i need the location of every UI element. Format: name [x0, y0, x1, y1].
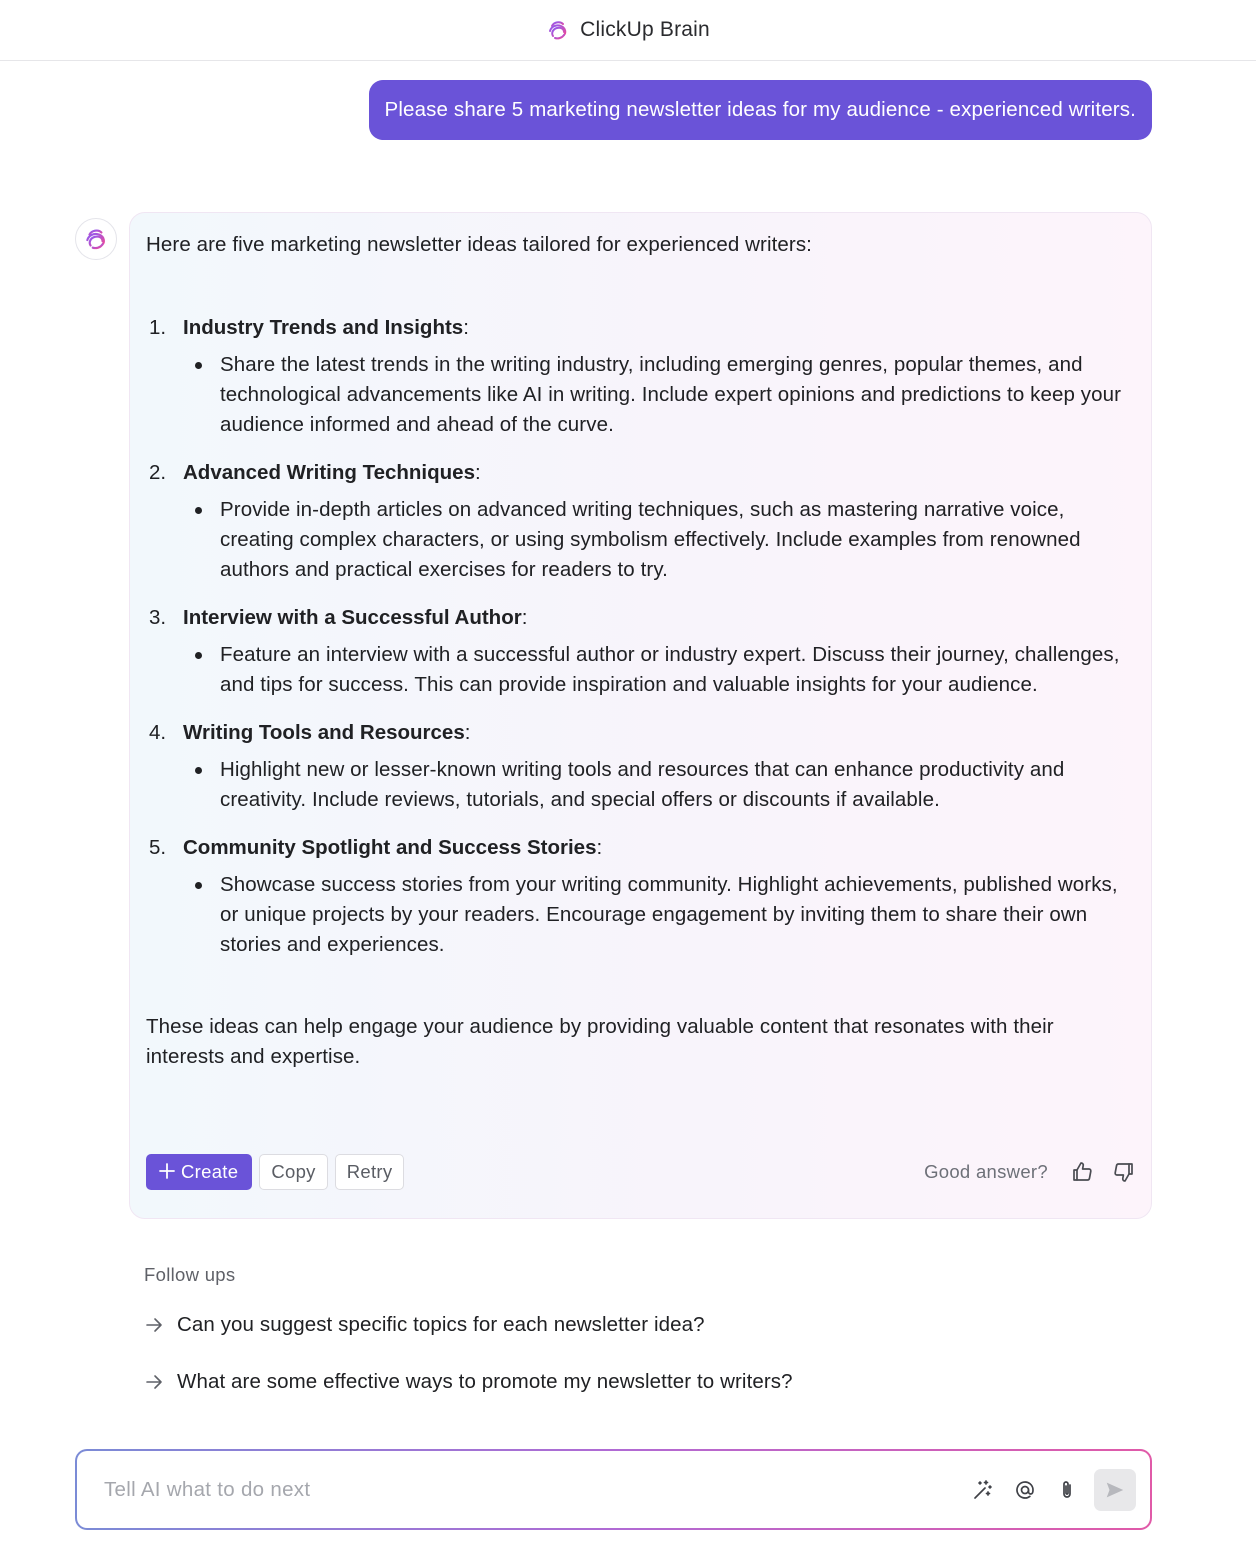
item-colon: :	[596, 836, 603, 859]
item-title: Interview with a Successful Author	[183, 606, 522, 629]
ai-response-card	[129, 212, 1152, 1219]
arrow-right-icon	[144, 1315, 164, 1335]
ai-avatar	[75, 218, 117, 260]
item-detail: Showcase success stories from your writing community. Highlight achievements, published works, or unique projects by your readers. Encourage engagement by inviting them to share their own stories and experiences.	[183, 870, 1135, 960]
item-detail: Highlight new or lesser-known writing tools and resources that can enhance productivity and creativity. Include reviews, tutorials, and special offers or discounts if available.	[183, 755, 1135, 815]
item-number: 3.	[149, 606, 167, 629]
user-message-bubble	[369, 80, 1153, 140]
item-detail: Provide in-depth articles on advanced writing techniques, such as mastering narrative voice, creating complex characters, or using symbolism effectively. Include examples from renowned authors and practical exercises for readers to try.	[183, 495, 1135, 585]
followup-text: Can you suggest specific topics for each newsletter idea?	[177, 1313, 705, 1336]
response-outro: These ideas can help engage your audience by providing valuable content that resonates with their interests and expertise.	[146, 1015, 1054, 1068]
list-item	[146, 313, 1135, 440]
composer-inner	[77, 1451, 1150, 1528]
list-item	[146, 603, 1135, 700]
item-detail: Share the latest trends in the writing industry, including emerging genres, popular themes, and technological advancements like AI in writing. Include expert opinions and predictions to keep your audience informed and ahead of the curve.	[183, 350, 1135, 440]
create-label: Create	[181, 1161, 239, 1182]
prompt-input[interactable]	[104, 1478, 954, 1502]
item-colon: :	[464, 721, 471, 744]
copy-button[interactable]: Copy	[259, 1154, 327, 1190]
arrow-right-icon	[144, 1372, 164, 1392]
item-title: Industry Trends and Insights	[183, 316, 464, 339]
feedback-label: Good answer?	[924, 1161, 1048, 1182]
item-title: Community Spotlight and Success Stories	[183, 836, 597, 859]
app-header	[0, 0, 1256, 61]
clickup-brain-icon	[546, 18, 570, 42]
item-title: Advanced Writing Techniques	[183, 461, 475, 484]
item-number: 2.	[149, 461, 167, 484]
item-colon: :	[474, 461, 481, 484]
retry-button[interactable]: Retry	[335, 1154, 405, 1190]
item-number: 4.	[149, 721, 167, 744]
followup-item[interactable]	[144, 1313, 705, 1337]
send-button[interactable]	[1094, 1469, 1136, 1511]
item-number: 1.	[149, 316, 167, 339]
magic-wand-icon[interactable]	[970, 1477, 996, 1503]
item-number: 5.	[149, 836, 167, 859]
send-icon	[1104, 1479, 1126, 1501]
thumbs-down-icon[interactable]	[1112, 1160, 1136, 1184]
followup-text: What are some effective ways to promote my newsletter to writers?	[177, 1370, 793, 1393]
mention-icon[interactable]	[1012, 1477, 1038, 1503]
item-colon: :	[521, 606, 528, 629]
response-actions	[146, 1154, 1136, 1190]
attachment-icon[interactable]	[1054, 1477, 1080, 1503]
list-item	[146, 458, 1135, 585]
clickup-brain-icon	[83, 226, 109, 252]
composer	[75, 1449, 1152, 1530]
ideas-list	[146, 313, 1135, 960]
followups-label: Follow ups	[144, 1264, 236, 1285]
app-title: ClickUp Brain	[580, 18, 710, 41]
item-detail: Feature an interview with a successful author or industry expert. Discuss their journey, challenges, and tips for success. This can provide inspiration and valuable insights for your audience.	[183, 640, 1135, 700]
create-button[interactable]	[146, 1154, 252, 1190]
item-colon: :	[463, 316, 469, 339]
list-item	[146, 718, 1135, 815]
feedback-group	[924, 1160, 1136, 1184]
user-message-text: Please share 5 marketing newsletter ideas for my audience - experienced writers.	[384, 98, 1136, 121]
followup-item[interactable]	[144, 1370, 793, 1394]
plus-icon	[159, 1161, 175, 1183]
thumbs-up-icon[interactable]	[1070, 1160, 1094, 1184]
list-item	[146, 833, 1135, 960]
item-title: Writing Tools and Resources	[183, 721, 465, 744]
response-intro: Here are five marketing newsletter ideas tailored for experienced writers:	[146, 233, 812, 256]
